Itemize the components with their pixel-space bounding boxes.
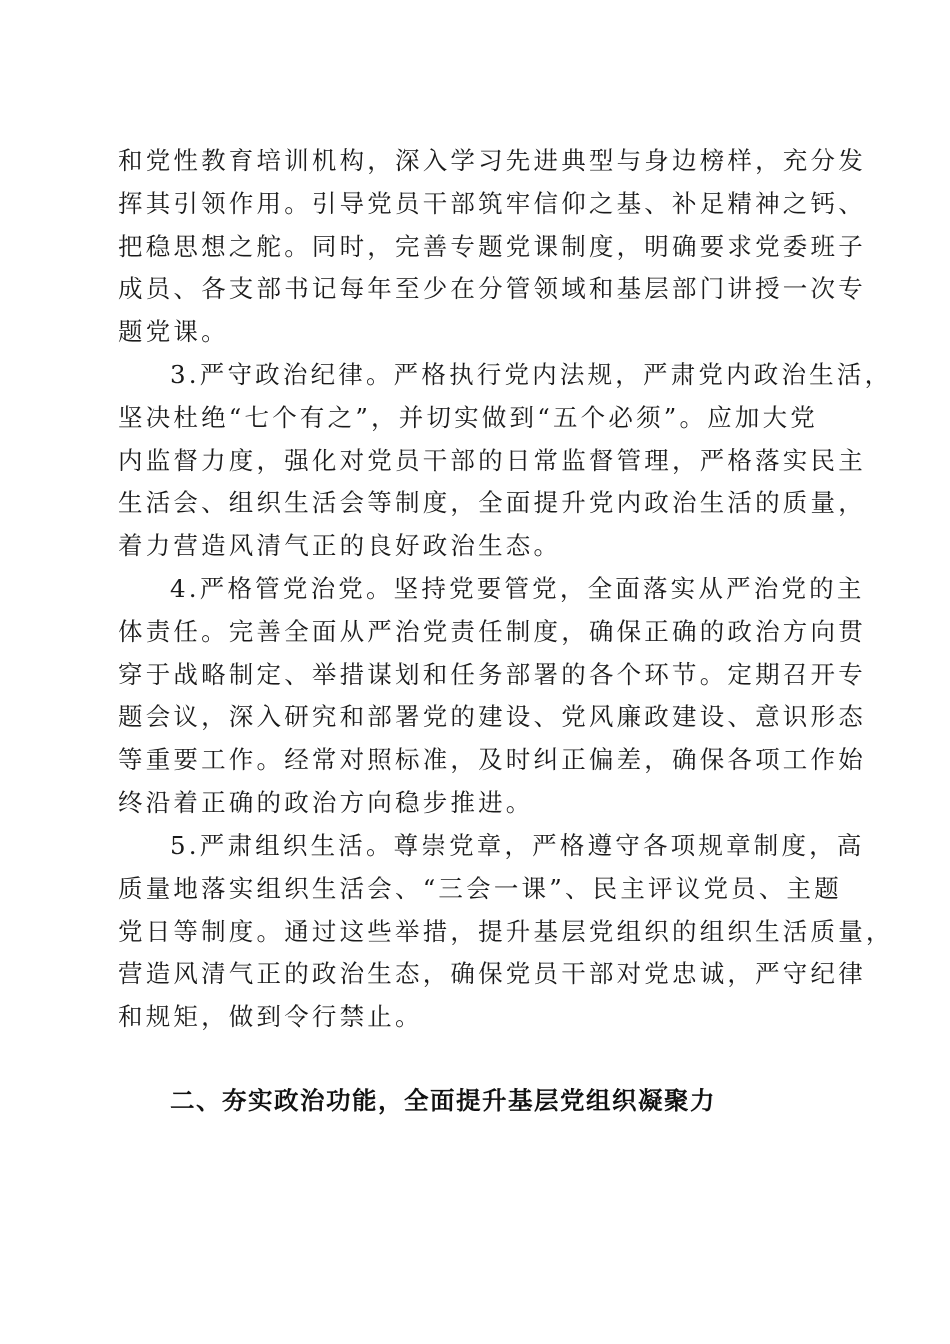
text-line: 质量地落实组织生活会、“三会一课”、民主评议党员、主题 — [118, 873, 842, 903]
text-line: 题党课。 — [118, 317, 229, 347]
text-line: 终沿着正确的政治方向稳步推进。 — [118, 787, 534, 817]
text-line: 题会议，深入研究和部署党的建设、党风廉政建设、意识形态 — [118, 702, 866, 732]
section-heading: 二、夯实政治功能，全面提升基层党组织凝聚力 — [170, 1086, 716, 1115]
text-line: 党日等制度。通过这些举措，提升基层党组织的组织生活质量， — [118, 916, 894, 946]
text-line: 着力营造风清气正的良好政治生态。 — [118, 531, 562, 561]
paragraph-organizational-life — [118, 825, 894, 1039]
text-line: 和规矩，做到令行禁止。 — [118, 1002, 423, 1032]
text-line: 5.严肃组织生活。尊崇党章，严格遵守各项规章制度，高 — [170, 831, 865, 860]
text-line: 挥其引领作用。引导党员干部筑牢信仰之基、补足精神之钙、 — [118, 188, 866, 218]
text-line: 等重要工作。经常对照标准，及时纠正偏差，确保各项工作始 — [118, 745, 866, 775]
text-line: 和党性教育培训机构，深入学习先进典型与身边榜样，充分发 — [118, 146, 866, 175]
paragraph-political-discipline — [118, 354, 893, 568]
text-line: 坚决杜绝“七个有之”，并切实做到“五个必须”。应加大党 — [118, 402, 818, 432]
text-line: 把稳思想之舵。同时，完善专题党课制度，明确要求党委班子 — [118, 231, 866, 261]
text-line: 4.严格管党治党。坚持党要管党，全面落实从严治党的主 — [170, 574, 865, 603]
text-line: 穿于战略制定、举措谋划和任务部署的各个环节。定期召开专 — [118, 659, 866, 689]
text-line: 内监督力度，强化对党员干部的日常监督管理，严格落实民主 — [118, 445, 866, 475]
paragraph-party-governance — [118, 568, 866, 825]
text-line: 3.严守政治纪律。严格执行党内法规，严肃党内政治生活， — [170, 360, 893, 389]
paragraph-continuation — [118, 140, 866, 354]
text-line: 生活会、组织生活会等制度，全面提升党内政治生活的质量， — [118, 488, 866, 518]
text-line: 成员、各支部书记每年至少在分管领域和基层部门讲授一次专 — [118, 274, 866, 304]
text-line: 营造风清气正的政治生态，确保党员干部对党忠诚，严守纪律 — [118, 959, 866, 989]
text-line: 体责任。完善全面从严治党责任制度，确保正确的政治方向贯 — [118, 616, 866, 646]
